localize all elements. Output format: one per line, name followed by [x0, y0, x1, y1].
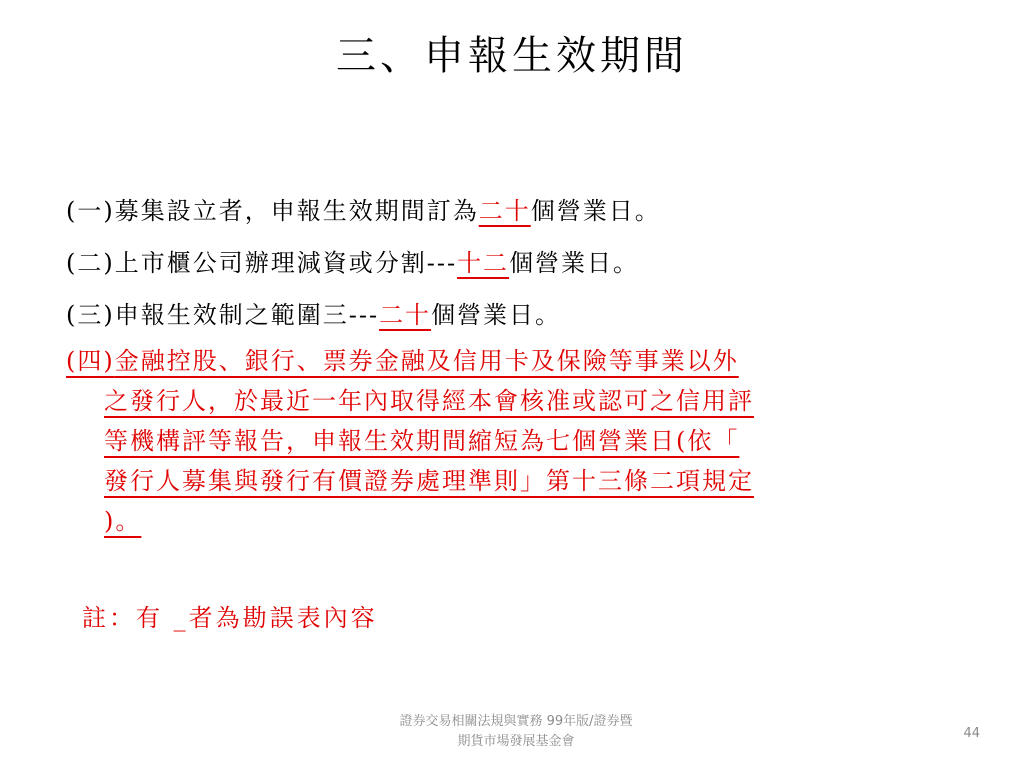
item-4-line-2: 之發行人，於最近一年內取得經本會核准或認可之信用評 — [104, 387, 754, 415]
item-3-suffix: 個營業日。 — [431, 301, 562, 329]
item-4-line-1 — [66, 341, 966, 381]
item-2-highlight: 十二 — [457, 249, 510, 277]
item-1-highlight: 二十 — [478, 197, 531, 225]
list-item-2 — [66, 237, 966, 289]
errata-note: 註：有 _者為勘誤表內容 — [82, 604, 378, 632]
item-4-line-1-text: 金融控股、銀行、票券金融及信用卡及保險等事業以外 — [114, 347, 739, 375]
slide-title: 三、申報生效期間 — [336, 33, 688, 79]
item-4-number: (四) — [66, 347, 115, 375]
item-4-line-5: )。 — [104, 507, 142, 535]
item-1-suffix: 個營業日。 — [530, 197, 661, 225]
footer-line-1: 證券交易相關法規與實務 99年版/證券暨 — [399, 714, 633, 729]
item-2-suffix: 個營業日。 — [509, 249, 640, 277]
item-4-line-4: 發行人募集與發行有價證券處理準則」第十三條二項規定 — [104, 467, 754, 495]
list-item-1 — [66, 185, 966, 237]
item-4-line-3: 等機構評等報告，申報生效期間縮短為七個營業日(依「 — [104, 427, 740, 455]
slide-body — [66, 185, 966, 535]
page-number: 44 — [963, 726, 980, 741]
list-item-4 — [66, 341, 966, 541]
item-2-text: (二)上市櫃公司辦理減資或分割--- — [66, 249, 458, 277]
item-3-text: (三)申報生效制之範圍三--- — [66, 301, 380, 329]
list-item-3 — [66, 289, 966, 341]
item-3-highlight: 二十 — [379, 301, 432, 329]
footer — [346, 712, 686, 752]
footer-line-2: 期貨市場發展基金會 — [457, 734, 575, 749]
item-1-text: (一)募集設立者，申報生效期間訂為 — [66, 197, 479, 225]
